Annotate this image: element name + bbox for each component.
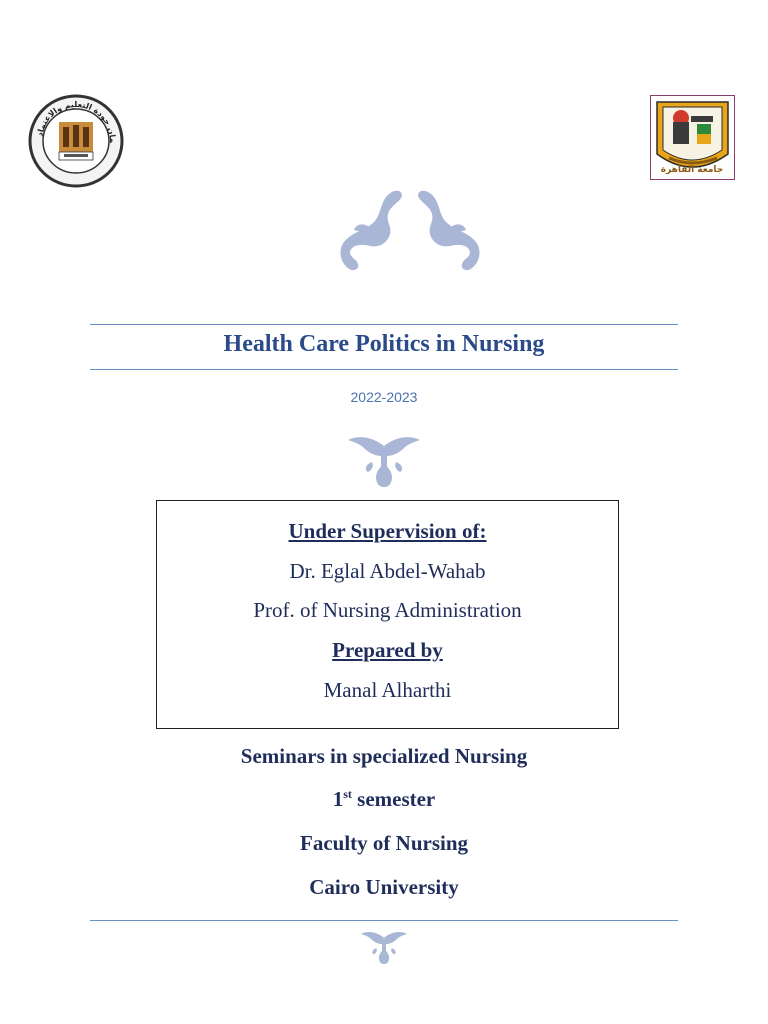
faculty-name: Faculty of Nursing [300,831,468,855]
divider-bottom [90,920,678,921]
divider-title-bottom [90,369,678,370]
supervision-heading: Under Supervision of: [288,519,487,543]
left-seal-text: مان جودة التعليم والاعتماد [35,100,118,144]
author-name: Manal Alharthi [323,678,452,702]
supervisor-name: Dr. Eglal Abdel-Wahab [289,559,486,583]
semester-suffix: st [343,787,352,801]
divider-top [90,324,678,325]
right-logo-text: جامعة القاهرة [660,165,724,175]
supervision-box [156,500,619,729]
semester-number: 1 [332,787,344,811]
semester-word: semester [357,787,436,811]
fleuron-ornament-icon [344,434,424,490]
accreditation-seal-icon [28,94,124,188]
academic-year: 2022-2023 [350,389,418,405]
supervisor-title: Prof. of Nursing Administration [253,598,522,622]
floral-ornament-icon [330,188,490,276]
prepared-by-heading: Prepared by [332,638,443,662]
semester [90,787,678,812]
cairo-university-logo-icon [650,95,735,180]
fleuron-ornament-small-icon [358,930,410,966]
document-title: Health Care Politics in Nursing [223,331,545,357]
university-name: Cairo University [309,875,459,899]
course-name: Seminars in specialized Nursing [240,744,528,768]
